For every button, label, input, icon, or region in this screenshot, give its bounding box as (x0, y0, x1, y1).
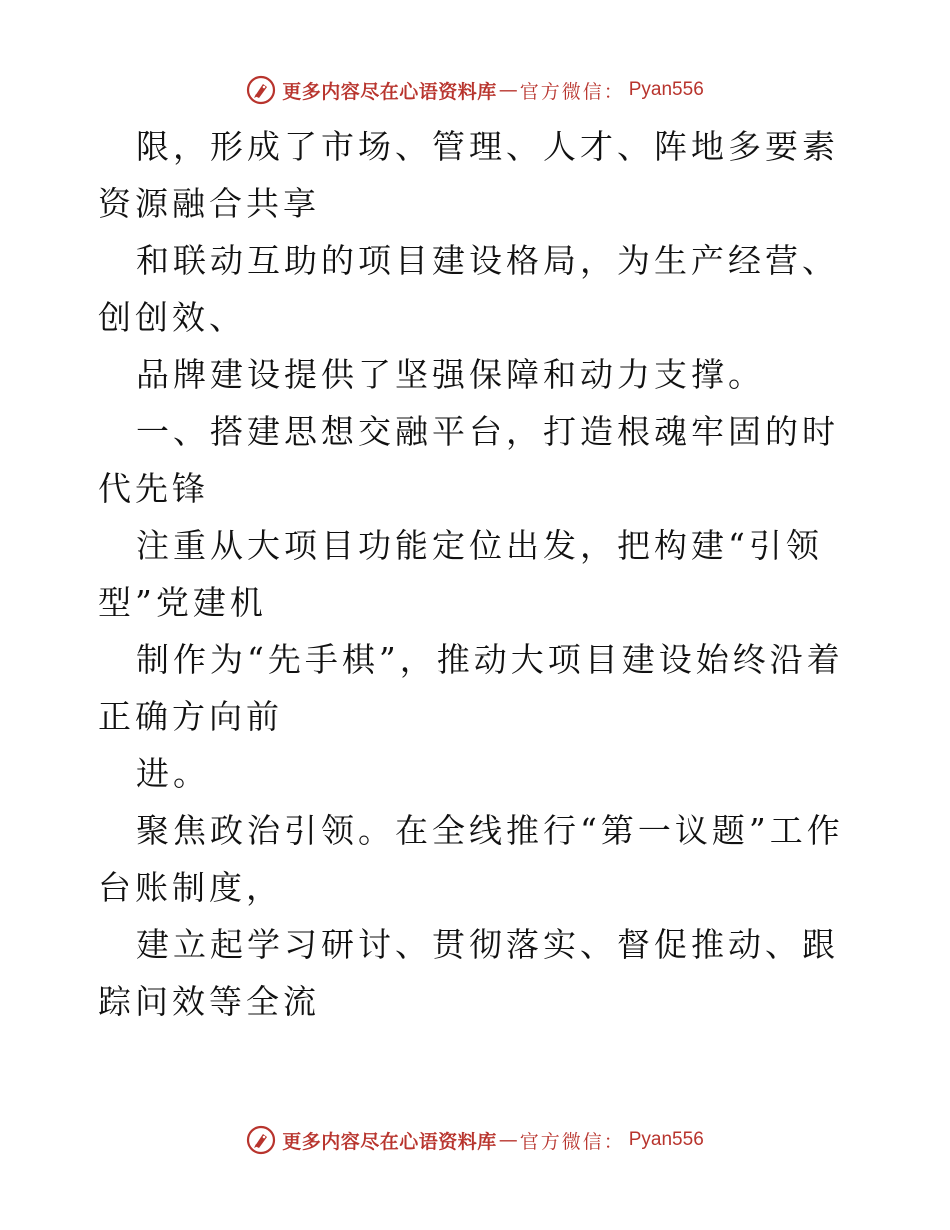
paragraph: 注重从大项目功能定位出发，把构建“引领型”党建机 (98, 526, 823, 622)
brand-text: 更多内容尽在心语资料库 (282, 1130, 497, 1153)
paragraph: 品牌建设提供了坚强保障和动力支撑。 (136, 355, 765, 394)
wechat-label: 官方微信： (519, 1130, 625, 1153)
separator-dash: — (498, 79, 518, 101)
pen-nib-logo-icon (246, 75, 276, 105)
paragraph: 制作为“先手棋”，推动大项目建设始终沿着正确方向前 (98, 640, 844, 736)
paragraph: 聚焦政治引领。在全线推行“第一议题”工作台账制度， (98, 811, 844, 907)
paragraph: 限，形成了市场、管理、人才、阵地多要素资源融合共享 (98, 127, 839, 223)
separator-dash: — (498, 1129, 518, 1151)
pen-nib-logo-icon (246, 1125, 276, 1155)
wechat-label: 官方微信： (519, 80, 625, 103)
document-body (98, 118, 858, 1030)
paragraph: 进。 (136, 754, 210, 793)
wechat-id: Pyan556 (628, 79, 704, 100)
brand-text: 更多内容尽在心语资料库 (282, 80, 497, 103)
paragraph: 建立起学习研讨、贯彻落实、督促推动、跟踪问效等全流 (98, 925, 839, 1021)
header-watermark-banner (0, 70, 950, 110)
wechat-id: Pyan556 (628, 1129, 704, 1150)
section-heading: 一、搭建思想交融平台，打造根魂牢固的时代先锋 (98, 412, 839, 508)
footer-watermark-banner (0, 1120, 950, 1160)
paragraph: 和联动互助的项目建设格局，为生产经营、创创效、 (98, 241, 839, 337)
